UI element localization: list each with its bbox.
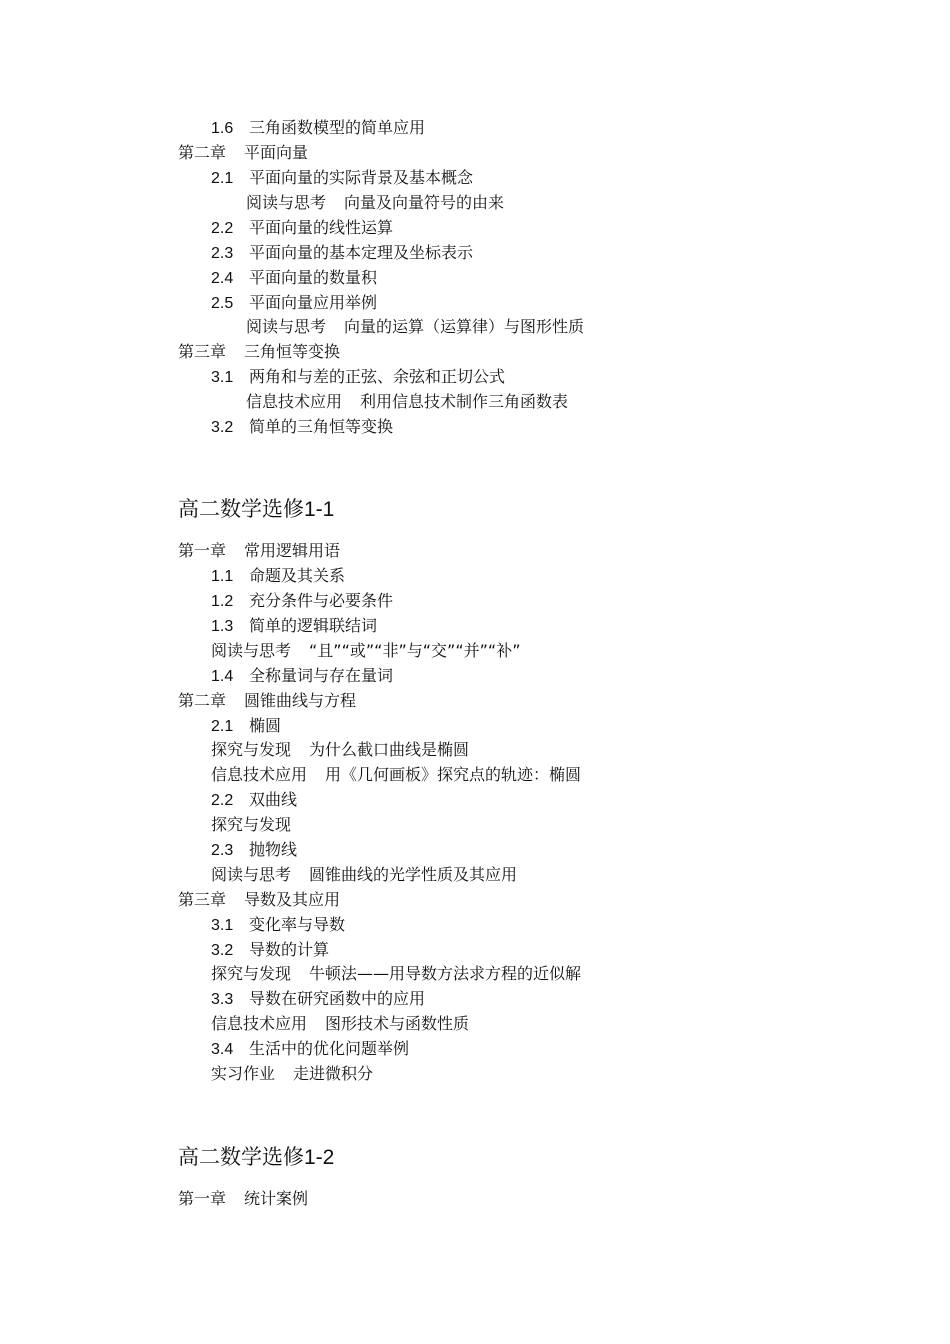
toc-section-2-3b: 2.3 抛物线 <box>211 840 298 859</box>
toc-it-application-1: 信息技术应用 利用信息技术制作三角函数表 <box>246 392 569 411</box>
toc-chapter-1: 第一章 常用逻辑用语 <box>178 541 341 560</box>
toc-practice-work: 实习作业 走进微积分 <box>211 1064 374 1083</box>
toc-reading-2: 阅读与思考 向量的运算（运算律）与图形性质 <box>246 317 585 336</box>
toc-section-3-2: 3.2 简单的三角恒等变换 <box>211 417 394 436</box>
toc-section-1-6: 1.6 三角函数模型的简单应用 <box>211 118 426 137</box>
toc-reading-3: 阅读与思考 “且”“或”“非”与“交”“并”“补” <box>211 641 521 660</box>
toc-section-3-3: 3.3 导数在研究函数中的应用 <box>211 989 426 1008</box>
toc-section-2-5: 2.5 平面向量应用举例 <box>211 293 378 312</box>
toc-section-2-2: 2.2 平面向量的线性运算 <box>211 218 394 237</box>
toc-reading-1: 阅读与思考 向量及向量符号的由来 <box>246 193 505 212</box>
toc-explore-1: 探究与发现 为什么截口曲线是椭圆 <box>211 740 470 759</box>
toc-chapter-3b: 第三章 导数及其应用 <box>178 890 341 909</box>
toc-chapter-1c: 第一章 统计案例 <box>178 1189 309 1208</box>
toc-it-application-3: 信息技术应用 图形技术与函数性质 <box>211 1014 470 1033</box>
toc-section-1-2: 1.2 充分条件与必要条件 <box>211 591 394 610</box>
toc-section-1-1: 1.1 命题及其关系 <box>211 566 346 585</box>
book-heading-1-2: 高二数学选修1-2 <box>178 1145 335 1169</box>
toc-section-2-1: 2.1 平面向量的实际背景及基本概念 <box>211 168 474 187</box>
toc-explore-3: 探究与发现 牛顿法——用导数方法求方程的近似解 <box>211 964 582 983</box>
toc-section-2-2b: 2.2 双曲线 <box>211 790 298 809</box>
toc-section-2-3: 2.3 平面向量的基本定理及坐标表示 <box>211 243 474 262</box>
toc-chapter-2: 第二章 平面向量 <box>178 143 309 162</box>
toc-section-1-3: 1.3 简单的逻辑联结词 <box>211 616 378 635</box>
toc-explore-2: 探究与发现 <box>211 815 292 834</box>
toc-section-3-1: 3.1 两角和与差的正弦、余弦和正切公式 <box>211 367 506 386</box>
toc-section-2-4: 2.4 平面向量的数量积 <box>211 268 378 287</box>
toc-section-3-1b: 3.1 变化率与导数 <box>211 915 346 934</box>
toc-reading-4: 阅读与思考 圆锥曲线的光学性质及其应用 <box>211 865 518 884</box>
toc-chapter-3: 第三章 三角恒等变换 <box>178 342 341 361</box>
toc-section-3-4: 3.4 生活中的优化问题举例 <box>211 1039 410 1058</box>
toc-section-2-1b: 2.1 椭圆 <box>211 716 282 735</box>
toc-section-3-2b: 3.2 导数的计算 <box>211 940 330 959</box>
book-heading-1-1: 高二数学选修1-1 <box>178 497 335 521</box>
toc-it-application-2: 信息技术应用 用《几何画板》探究点的轨迹：椭圆 <box>211 765 582 784</box>
toc-section-1-4: 1.4 全称量词与存在量词 <box>211 666 394 685</box>
toc-chapter-2b: 第二章 圆锥曲线与方程 <box>178 691 357 710</box>
